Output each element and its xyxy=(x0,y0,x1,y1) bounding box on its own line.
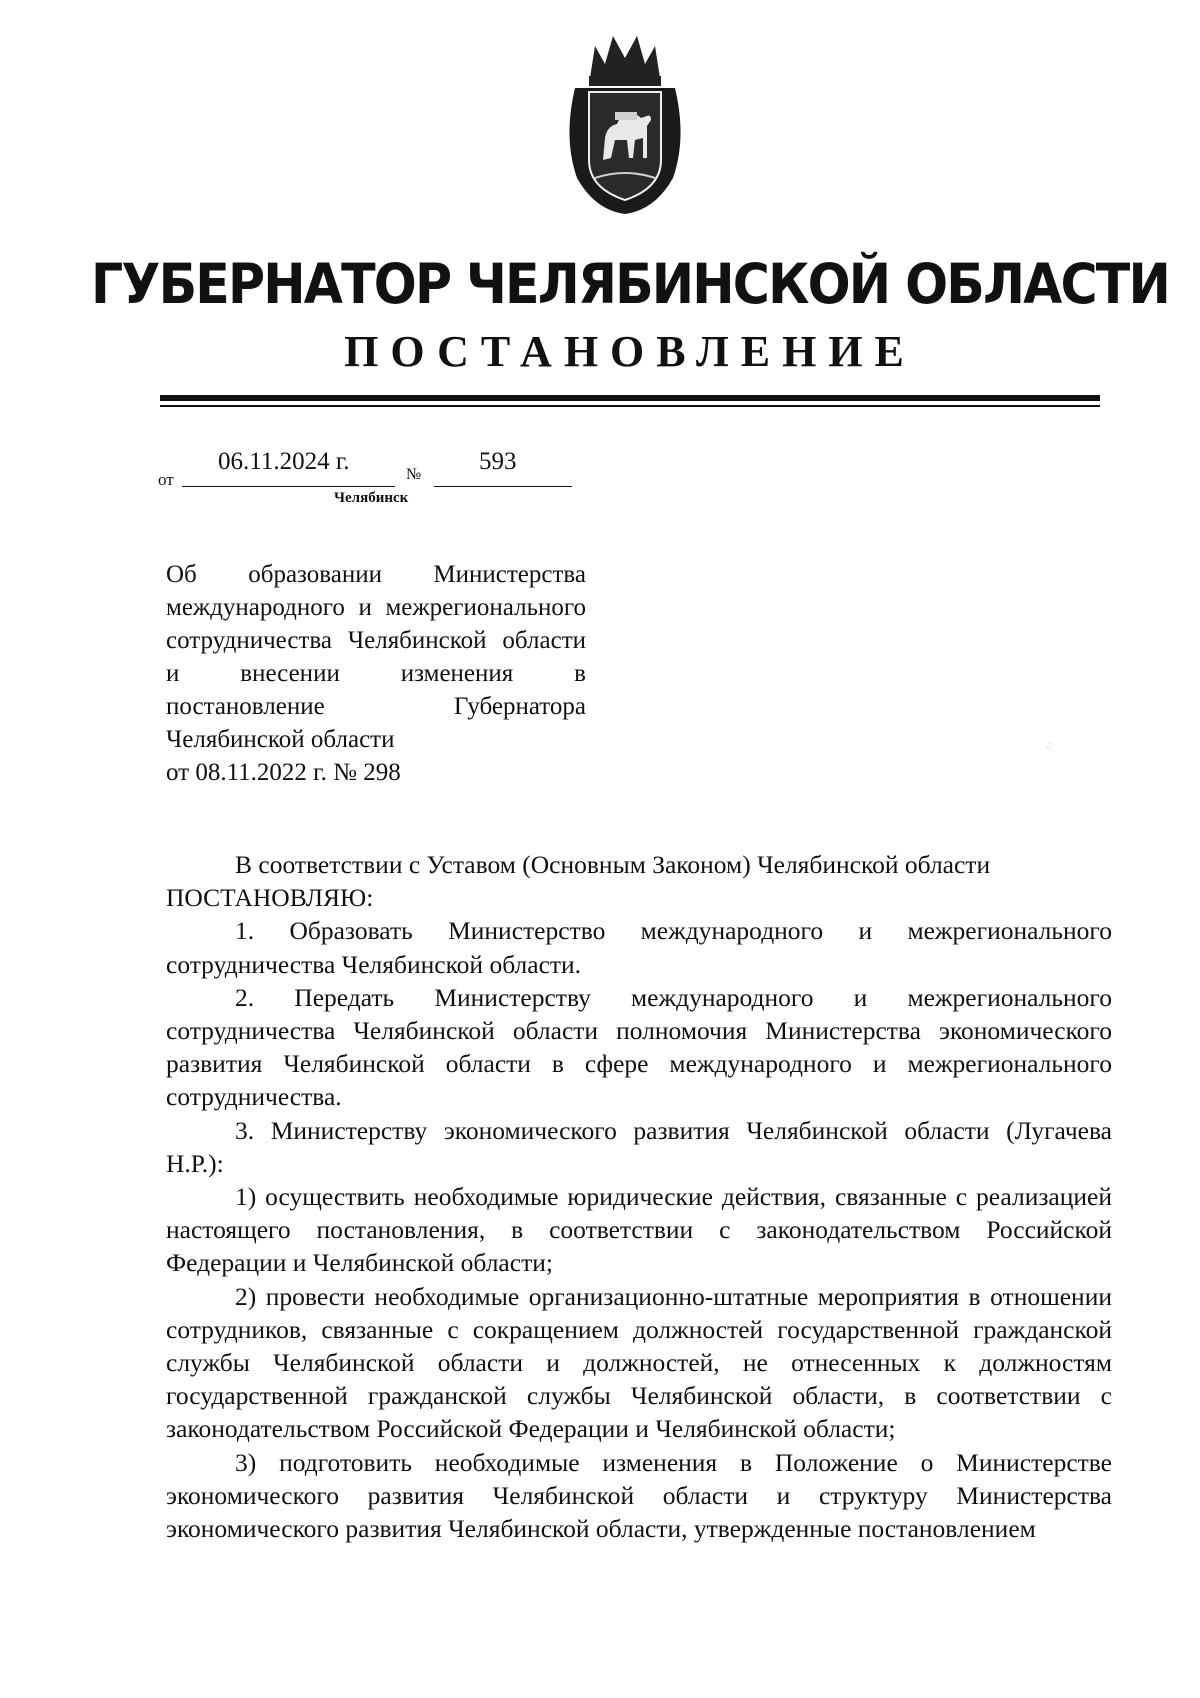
preamble: В соответствии с Уставом (Основным Законом) Челябинской области xyxy=(235,850,991,879)
clause-2: 2. Передать Министерству международного и межрегионального сотрудничества Челябинской области полномочия Министерства экономического развития Челябинской области в сфере международного и межрегионального сотрудничества. xyxy=(166,982,1112,1112)
number-underline xyxy=(434,486,572,487)
clause-3-2: 2) провести необходимые организационно-штатные мероприятия в отношении сотрудников, связанные с сокращением должностей государственной гражданской службы Челябинской области и должностей, не отнесенных к должностям государственной гражданской службы Челябинской области, в соответствии с законодательством Российской Федерации и Челябинской области; xyxy=(166,1281,1112,1444)
clause-1: 1. Образовать Министерство международного и межрегионального сотрудничества Челябинской области. xyxy=(166,916,1112,979)
clause-3-3: 3) подготовить необходимые изменения в Положение о Министерстве экономического развития Челябинской области и структуру Министерства экономического развития Челябинской области, утвержденные постановлением xyxy=(166,1447,1112,1544)
header-rule-thin xyxy=(160,405,1100,407)
document-number: 593 xyxy=(479,448,517,475)
number-label: № xyxy=(406,466,422,483)
coat-of-arms-emblem xyxy=(555,28,695,216)
header-rule-thick xyxy=(160,395,1100,401)
subject-reference: от 08.11.2022 г. № 298 xyxy=(166,759,401,786)
document-body xyxy=(166,848,1112,1545)
date-underline xyxy=(182,486,395,487)
date-label: от xyxy=(158,470,174,489)
document-type: ПОСТАНОВЛЕНИЕ xyxy=(344,327,916,376)
document-date: 06.11.2024 г. xyxy=(218,448,350,475)
resolve-word: ПОСТАНОВЛЯЮ: xyxy=(166,883,374,913)
issuing-city: Челябинск xyxy=(334,490,409,506)
clause-3: 3. Министерству экономического развития Челябинской области (Лугачева Н.Р.): xyxy=(166,1115,1112,1178)
issuing-authority: ГУБЕРНАТОР ЧЕЛЯБИНСКОЙ ОБЛАСТИ xyxy=(91,252,1169,316)
subject-text: Об образовании Министерства международного и межрегионального сотрудничества Челябинской области и внесении изменения в постановление Губернатора Челябинской области xyxy=(166,561,586,753)
clause-3-1: 1) осуществить необходимые юридические действия, связанные с реализацией настоящего постановления, в соответствии с законодательством Российской Федерации и Челябинской области; xyxy=(166,1182,1112,1278)
document-subject xyxy=(166,558,586,789)
scan-mark: .: xyxy=(1046,740,1052,751)
